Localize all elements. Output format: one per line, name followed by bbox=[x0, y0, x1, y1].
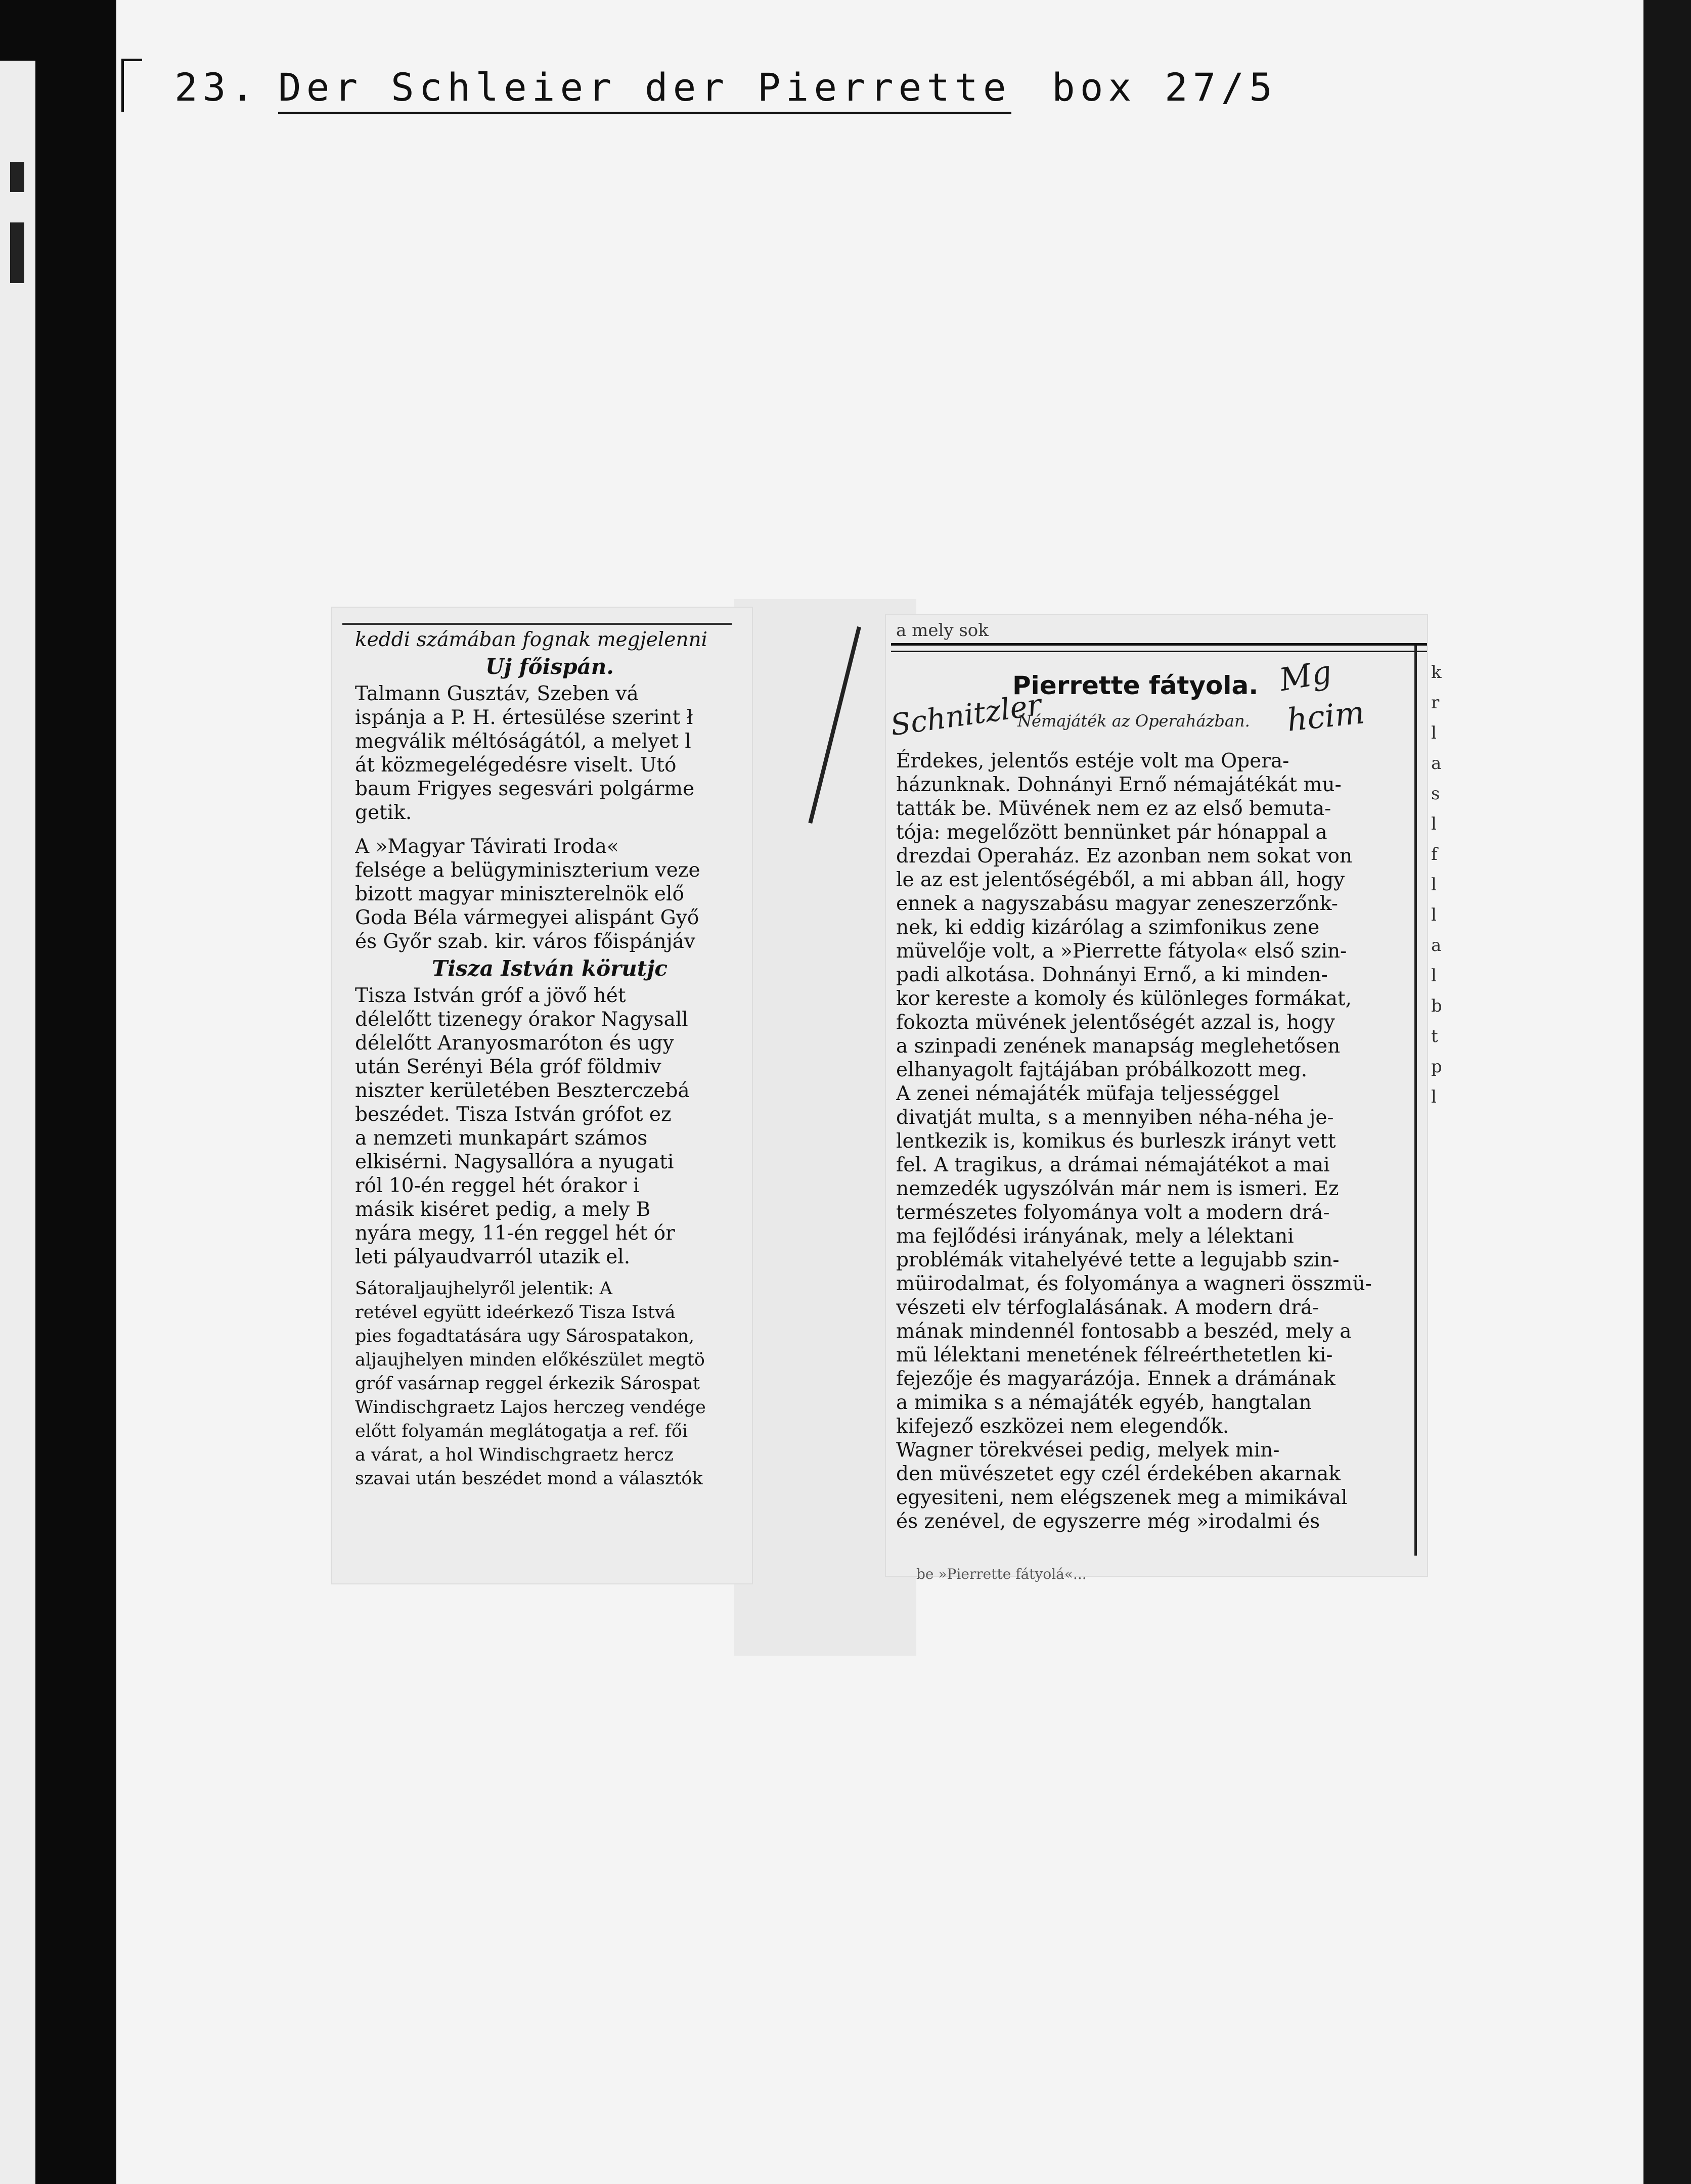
text-line: baum Frigyes segesvári polgárme bbox=[355, 778, 695, 800]
text-fragment: t bbox=[1431, 1026, 1438, 1046]
text-line: délelőtt tizenegy órakor Nagysall bbox=[355, 1008, 688, 1031]
text-line: problémák vitahelyévé tette a legujabb szin- bbox=[896, 1249, 1340, 1271]
text-line: másik kiséret pedig, a mely B bbox=[355, 1198, 651, 1221]
text-line: gróf vasárnap reggel érkezik Sárospat bbox=[355, 1374, 700, 1394]
torn-edge bbox=[342, 608, 732, 625]
text-fragment: f bbox=[1431, 844, 1438, 864]
text-line: ispánja a P. H. értesülése szerint ł bbox=[355, 706, 693, 729]
handwritten-annotation: hcim bbox=[1285, 694, 1366, 739]
text-line: müirodalmat, és folyománya a wagneri összmü- bbox=[896, 1272, 1372, 1295]
text-fragment: k bbox=[1431, 662, 1442, 682]
double-rule bbox=[891, 643, 1427, 652]
text-line: Érdekes, jelentős estéje volt ma Opera- bbox=[896, 750, 1289, 772]
text-line: fokozta müvének jelentőségét azzal is, hogy bbox=[896, 1011, 1335, 1034]
article-subtitle: Némajáték az Operaházban. bbox=[1017, 711, 1250, 731]
text-line: getik. bbox=[355, 801, 412, 824]
article-title: Pierrette fátyola. bbox=[1012, 671, 1259, 700]
text-line: müvelője volt, a »Pierrette fátyola« első szin- bbox=[896, 940, 1347, 963]
text-line: aljaujhelyen minden előkészület megtö bbox=[355, 1350, 705, 1370]
text-line: pies fogadtatására ugy Sárospatakon, bbox=[355, 1326, 695, 1346]
text-line: mának mindennél fontosabb a beszéd, mely a bbox=[896, 1320, 1352, 1343]
text-fragment: l bbox=[1431, 966, 1437, 986]
text-line: természetes folyománya volt a modern drá- bbox=[896, 1201, 1330, 1224]
right-clipping bbox=[885, 614, 1428, 1582]
text-line: Sátoraljaujhelyről jelentik: A bbox=[355, 1279, 612, 1299]
text-line: A zenei némajáték müfaja teljességgel bbox=[896, 1082, 1280, 1105]
text-fragment: s bbox=[1431, 784, 1440, 804]
text-line: után Serényi Béla gróf földmiv bbox=[355, 1056, 661, 1078]
text-line: tója: megelőzött bennünket pár hónappal a bbox=[896, 821, 1327, 844]
clipping-bottom-line: be »Pierrette fátyolá«... bbox=[916, 1566, 1087, 1582]
text-line: kor kereste a komoly és különleges formákat, bbox=[896, 987, 1352, 1010]
text-line: le az est jelentőségéből, a mi abban áll, hogy bbox=[896, 869, 1345, 891]
text-line: nemzedék ugyszólván már nem is ismeri. Ez bbox=[896, 1177, 1339, 1200]
text-line: elhanyagolt fajtájában próbálkozott meg. bbox=[896, 1059, 1308, 1081]
text-line: Goda Béla vármegyei alispánt Győ bbox=[355, 906, 699, 929]
column-rule bbox=[1414, 646, 1417, 1556]
clipping-top-line: a mely sok bbox=[896, 620, 989, 641]
text-line: fejezője és magyarázója. Ennek a drámának bbox=[896, 1368, 1336, 1390]
text-line: nyára megy, 11-én reggel hét ór bbox=[355, 1222, 675, 1245]
text-line: Tisza István gróf a jövő hét bbox=[355, 984, 626, 1007]
left-edge-strip bbox=[0, 61, 35, 2184]
text-line: át közmegelégedésre viselt. Utó bbox=[355, 754, 677, 777]
adjacent-column-fragment bbox=[1431, 657, 1451, 1416]
text-line: felsége a belügyminiszterium veze bbox=[355, 859, 700, 882]
text-line: a szinpadi zenének manapság meglehetősen bbox=[896, 1035, 1341, 1058]
text-fragment: r bbox=[1431, 693, 1440, 713]
text-line: mü lélektani menetének félreérthetetlen ki- bbox=[896, 1344, 1333, 1367]
spacer bbox=[355, 1269, 744, 1277]
text-fragment: b bbox=[1431, 996, 1442, 1016]
text-line: beszédet. Tisza István grófot ez bbox=[355, 1103, 672, 1126]
section-heading: Tisza István körutjc bbox=[432, 956, 668, 981]
text-fragment: p bbox=[1431, 1057, 1442, 1077]
corner-mark bbox=[121, 59, 142, 112]
text-line: a nemzeti munkapárt számos bbox=[355, 1127, 648, 1150]
left-clipping bbox=[331, 607, 753, 1584]
header-title: Der Schleier der Pierrette bbox=[278, 65, 1011, 114]
text-line: Wagner törekvései pedig, melyek min- bbox=[896, 1439, 1280, 1462]
text-line: megválik méltóságától, a melyet l bbox=[355, 730, 691, 753]
text-line: Windischgraetz Lajos herczeg vendége bbox=[355, 1397, 706, 1418]
right-edge-strip bbox=[1643, 0, 1691, 2184]
text-line: bizott magyar miniszterelnök elő bbox=[355, 883, 684, 905]
text-line: divatját multa, s a mennyiben néha-néha je- bbox=[896, 1106, 1334, 1129]
text-fragment: a bbox=[1431, 935, 1442, 956]
text-line: a várat, a hol Windischgraetz hercz bbox=[355, 1445, 674, 1465]
text-line: egyesiteni, nem elégszenek meg a mimikával bbox=[896, 1486, 1348, 1509]
section-heading: Uj főispán. bbox=[485, 654, 614, 679]
text-fragment: a bbox=[1431, 753, 1442, 774]
text-line: elkisérni. Nagysallóra a nyugati bbox=[355, 1151, 674, 1173]
text-fragment: l bbox=[1431, 905, 1437, 925]
header-box-label: box 27/5 bbox=[1052, 65, 1278, 110]
text-line: délelőtt Aranyosmaróton és ugy bbox=[355, 1032, 674, 1055]
left-clipping-text bbox=[355, 628, 744, 1491]
page-header bbox=[126, 65, 1340, 125]
text-fragment: l bbox=[1431, 1087, 1437, 1107]
edge-mark bbox=[10, 162, 24, 192]
text-line: ennek a nagyszabásu magyar zeneszerzőnk- bbox=[896, 892, 1338, 915]
text-line: vészeti elv térfoglalásának. A modern drá- bbox=[896, 1296, 1319, 1319]
text-line: kifejező eszközei nem elegendők. bbox=[896, 1415, 1229, 1438]
edge-mark bbox=[10, 222, 24, 283]
text-line: leti pályaudvarról utazik el. bbox=[355, 1246, 631, 1268]
text-line: den müvészetet egy czél érdekében akarnak bbox=[896, 1463, 1341, 1485]
text-line: A »Magyar Távirati Iroda« bbox=[355, 835, 619, 858]
text-line: házunknak. Dohnányi Ernő némajátékát mu- bbox=[896, 774, 1342, 796]
text-line: padi alkotása. Dohnányi Ernő, a ki minden- bbox=[896, 964, 1328, 986]
text-line: lentkezik is, komikus és burleszk irányt vett bbox=[896, 1130, 1336, 1153]
text-line: fel. A tragikus, a drámai némajátékot a mai bbox=[896, 1154, 1330, 1176]
text-fragment: l bbox=[1431, 723, 1437, 743]
text-line: előtt folyamán meglátogatja a ref. fői bbox=[355, 1421, 688, 1441]
text-line: tatták be. Müvének nem ez az első bemuta- bbox=[896, 797, 1331, 820]
handwritten-annotation: Mg bbox=[1276, 653, 1334, 699]
text-line: és Győr szab. kir. város főispánjáv bbox=[355, 930, 695, 953]
text-line: ma fejlődési irányának, mely a lélektani bbox=[896, 1225, 1294, 1248]
text-line: a mimika s a némajáték egyéb, hangtalan bbox=[896, 1391, 1312, 1414]
text-fragment: l bbox=[1431, 875, 1437, 895]
text-line: drezdai Operaház. Ez azonban nem sokat von bbox=[896, 845, 1353, 868]
text-line: ról 10-én reggel hét órakor i bbox=[355, 1174, 640, 1197]
handwritten-annotation: Schnitzler bbox=[888, 687, 1044, 743]
text-line: és zenével, de egyszerre még »irodalmi és bbox=[896, 1510, 1320, 1533]
header-number: 23. bbox=[174, 65, 259, 110]
text-line: nek, ki eddig kizárólag a szimfonikus zene bbox=[896, 916, 1320, 939]
spacer bbox=[355, 825, 744, 835]
text-fragment: l bbox=[1431, 814, 1437, 834]
text-line: Talmann Gusztáv, Szeben vá bbox=[355, 682, 639, 705]
text-line: szavai után beszédet mond a választók bbox=[355, 1469, 703, 1489]
text-line: keddi számában fognak megjelenni bbox=[355, 628, 708, 651]
text-line: niszter kerületében Beszterczebá bbox=[355, 1079, 690, 1102]
article-body bbox=[896, 749, 1412, 1533]
text-line: retével együtt ideérkező Tisza Istvá bbox=[355, 1302, 676, 1323]
